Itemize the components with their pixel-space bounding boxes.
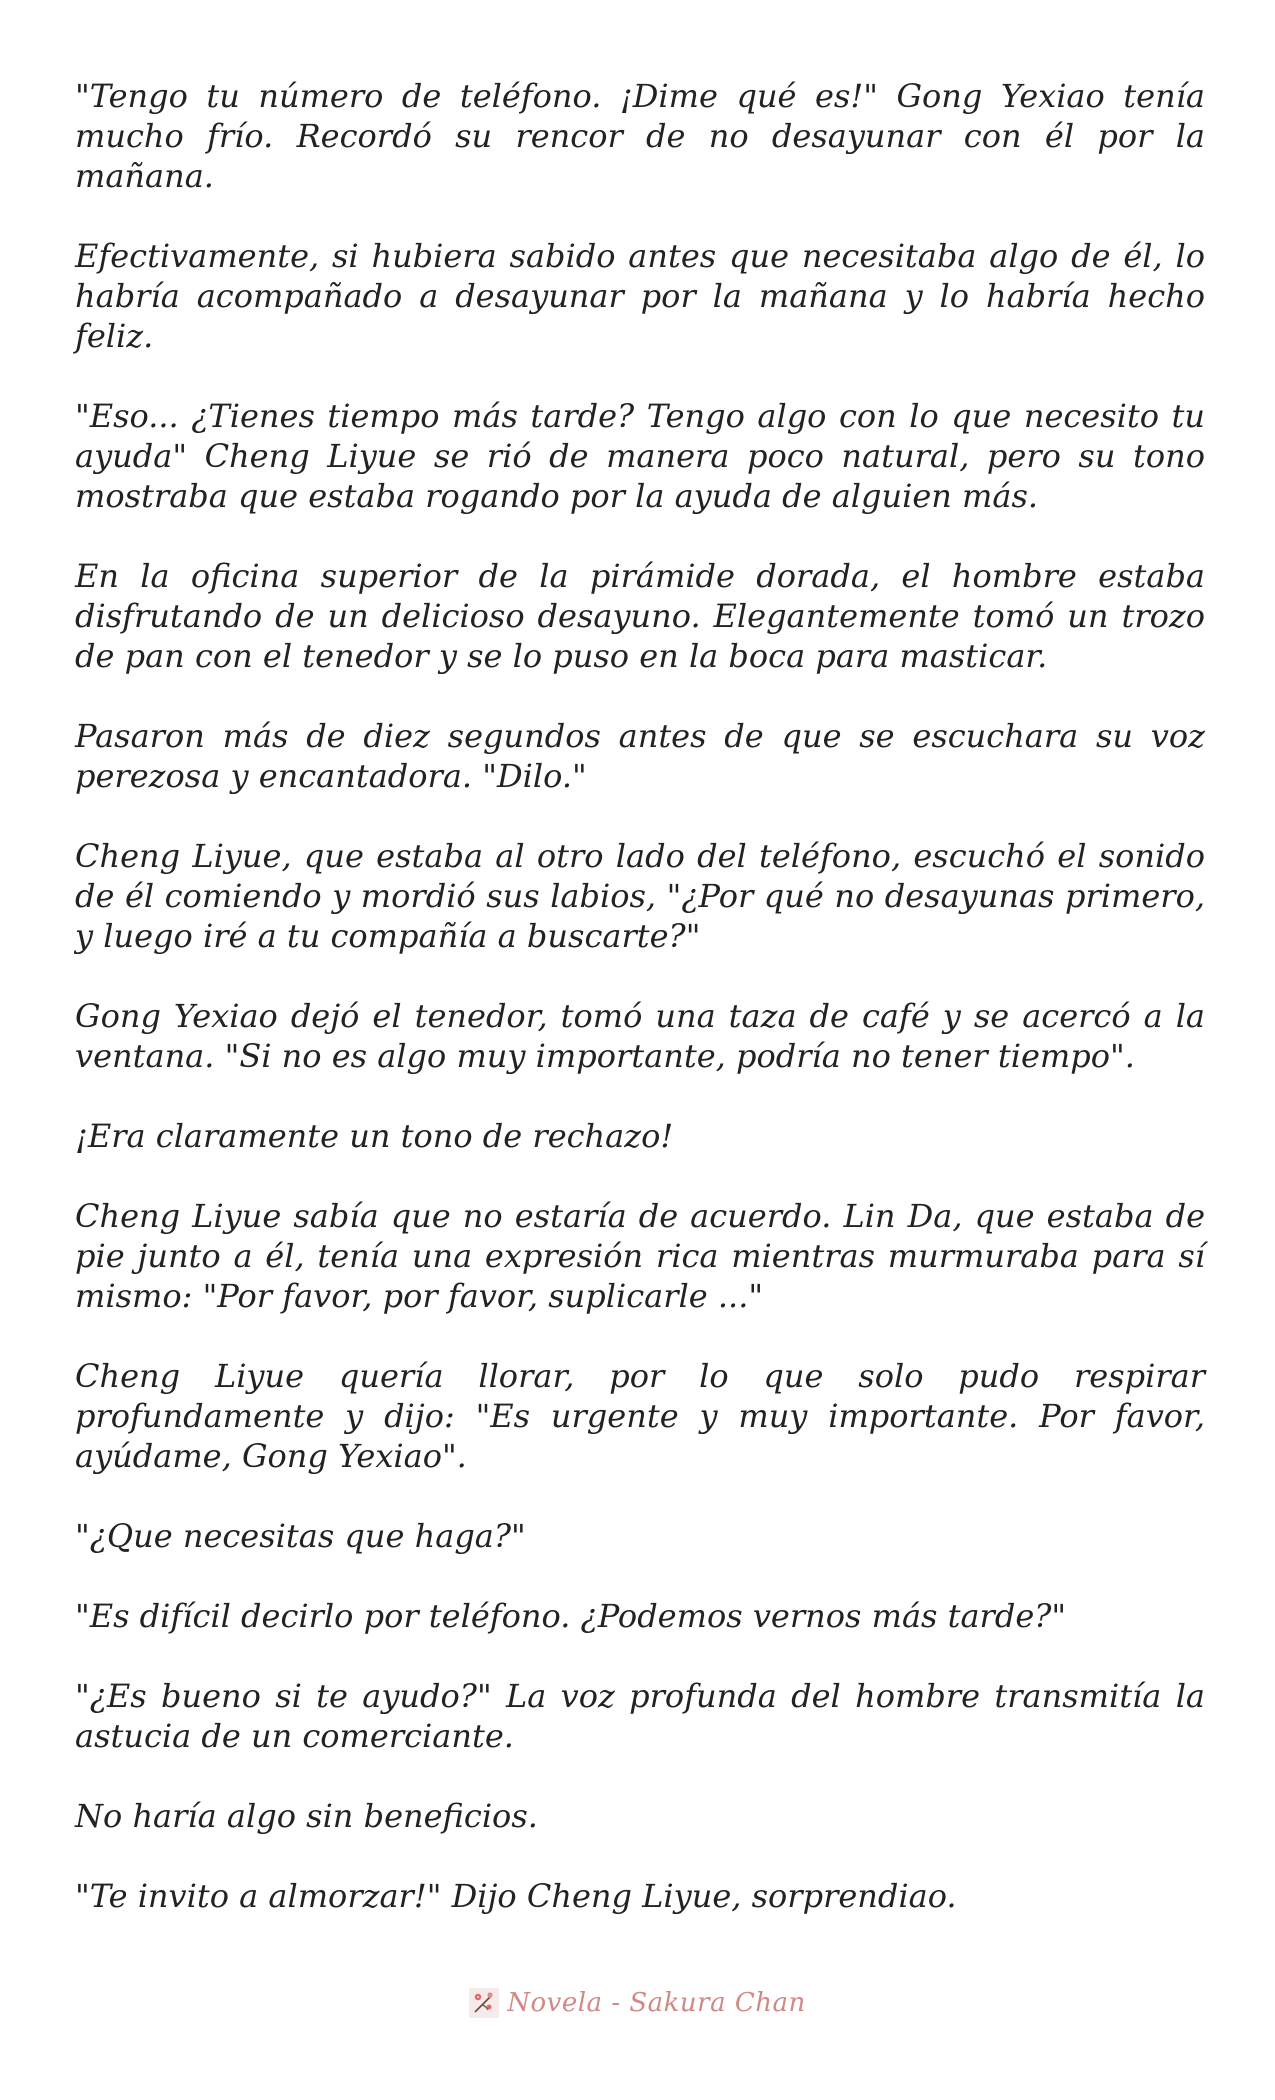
paragraph: ¡Era claramente un tono de rechazo!	[75, 1117, 674, 1155]
sakura-flower-icon	[469, 1988, 499, 2018]
paragraph: Efectivamente, si hubiera sabido antes que necesitaba algo de él, lo habría acompañado a desayunar por la mañana y lo habría hecho feliz.	[75, 237, 1205, 355]
paragraph: Cheng Liyue, que estaba al otro lado del teléfono, escuchó el sonido de él comiendo y mordió sus labios, "¿Por qué no desayunas primero, y luego iré a tu compañía a buscarte?"	[75, 837, 1205, 955]
paragraph: Cheng Liyue quería llorar, por lo que solo pudo respirar profundamente y dijo: "Es urgente y muy importante. Por favor, ayúdame, Gong Yexiao".	[75, 1357, 1205, 1475]
paragraph: "Te invito a almorzar!" Dijo Cheng Liyue, sorprendiao.	[75, 1877, 957, 1915]
paragraph: "Eso... ¿Tienes tiempo más tarde? Tengo algo con lo que necesito tu ayuda" Cheng Liyue se rió de manera poco natural, pero su tono mostraba que estaba rogando por la ayuda de alguien más.	[75, 397, 1205, 515]
paragraph: "¿Que necesitas que haga?"	[75, 1517, 526, 1555]
paragraph: "Tengo tu número de teléfono. ¡Dime qué es!" Gong Yexiao tenía mucho frío. Recordó su rencor de no desayunar con él por la mañana.	[75, 77, 1205, 195]
footer-credit-text: Novela - Sakura Chan	[507, 1988, 806, 2018]
paragraph: Gong Yexiao dejó el tenedor, tomó una taza de café y se acercó a la ventana. "Si no es algo muy importante, podría no tener tiempo".	[75, 997, 1205, 1075]
paragraph: "¿Es bueno si te ayudo?" La voz profunda del hombre transmitía la astucia de un comerciante.	[75, 1677, 1205, 1755]
footer-watermark	[0, 1988, 1275, 2018]
document-body	[75, 76, 1205, 1956]
paragraph: Cheng Liyue sabía que no estaría de acuerdo. Lin Da, que estaba de pie junto a él, tenía una expresión rica mientras murmuraba para sí mismo: "Por favor, por favor, suplicarle ..."	[75, 1197, 1205, 1315]
paragraph: "Es difícil decirlo por teléfono. ¿Podemos vernos más tarde?"	[75, 1597, 1067, 1635]
paragraph: Pasaron más de diez segundos antes de que se escuchara su voz perezosa y encantadora. "Dilo."	[75, 717, 1205, 795]
paragraph: No haría algo sin beneficios.	[75, 1797, 538, 1835]
paragraph: En la oficina superior de la pirámide dorada, el hombre estaba disfrutando de un delicioso desayuno. Elegantemente tomó un trozo de pan con el tenedor y se lo puso en la boca para masticar.	[75, 557, 1205, 675]
